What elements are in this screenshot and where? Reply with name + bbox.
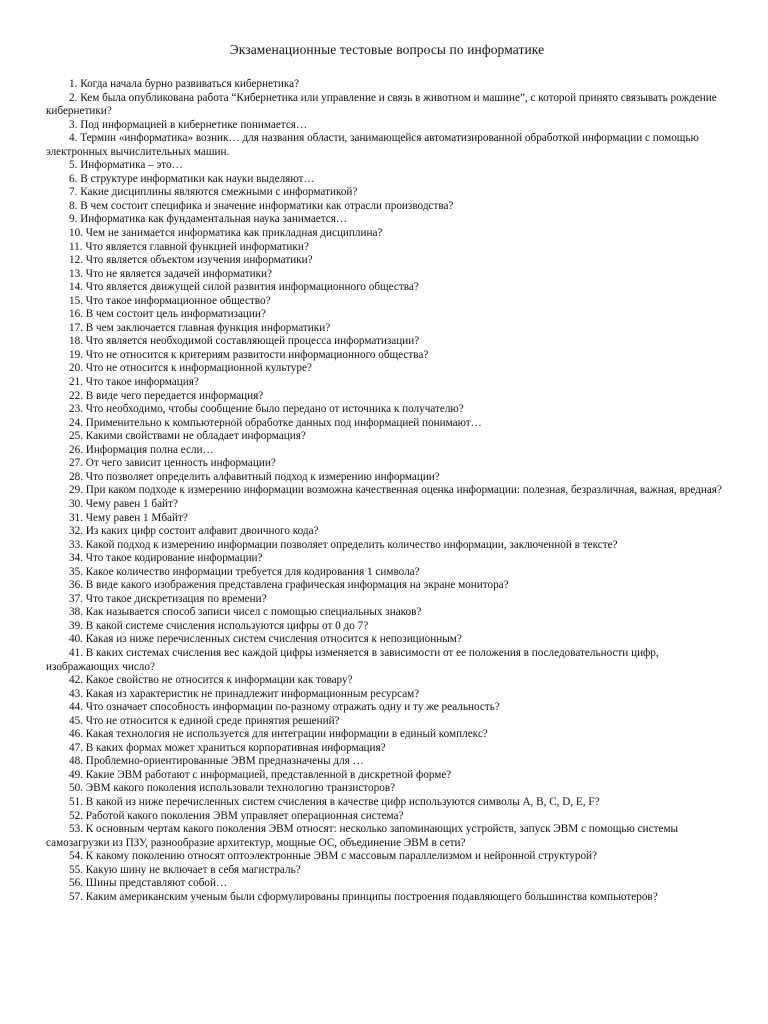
question-number: 57. [69,890,83,903]
question-text: Как называется способ записи чисел с помощью специальных знаков? [85,606,422,619]
question-item [46,728,728,742]
question-number: 20. [69,362,83,375]
question-number: 27. [69,457,83,470]
question-text: В виде какого изображения представлена графическая информация на экране монитора? [85,579,509,592]
question-text: Чему равен 1 байт? [85,497,178,510]
question-number: 6. [69,172,78,185]
question-number: 53. [69,823,83,836]
question-number: 18. [69,335,83,348]
question-item [46,647,728,674]
question-text: Когда начала бурно развиваться кибернетика? [80,78,300,90]
question-number: 8. [69,199,78,212]
question-item [46,471,728,485]
question-number: 52. [69,809,83,822]
question-item [46,823,728,850]
question-text: Чему равен 1 Мбайт? [85,511,188,524]
question-text: Шины представляют собой… [85,877,228,890]
question-text: Какую шину не включает в себя магистраль? [85,863,301,876]
question-item [46,891,728,905]
question-item [46,200,728,214]
question-item [46,796,728,810]
question-number: 34. [69,552,83,565]
question-item [46,484,728,498]
question-number: 35. [69,565,83,578]
question-text: Работой какого поколения ЭВМ управляет операционная система? [85,809,404,822]
question-number: 22. [69,389,83,402]
question-number: 10. [69,227,83,240]
question-text: Что является главной функцией информатики? [85,240,309,253]
question-text: К какому поколению относят оптоэлектронные ЭВМ с массовым параллелизмом и нейронной структурой? [85,850,597,863]
question-number: 29. [69,484,83,497]
question-item [46,403,728,417]
question-text: В чем заключается главная функция информатики? [85,321,331,334]
question-text: В какой из ниже перечисленных систем счисления в качестве цифр используются символы A, B, C, D, E, F? [85,795,600,808]
question-text: Что такое дискретизация по времени? [85,592,267,605]
question-item [46,688,728,702]
question-item [46,254,728,268]
question-number: 15. [69,294,83,307]
question-item [46,186,728,200]
question-number: 2. [69,91,78,104]
question-text: В чем состоит цель информатизации? [85,308,266,321]
question-number: 47. [69,741,83,754]
question-text: Чем не занимается информатика как прикладная дисциплина? [85,227,383,240]
question-number: 46. [69,728,83,741]
question-item [46,850,728,864]
question-text: К основным чертам какого поколения ЭВМ относят: несколько запоминающих устройств, запуск ЭВМ с помощью системы самозагрузки из ПЗУ, разнообразие архитектур, мощные ОС, объединение ЭВМ в сети? [46,823,679,849]
question-number: 48. [69,755,83,768]
question-item [46,349,728,363]
question-number: 36. [69,579,83,592]
question-text: Что является движущей силой развития информационного общества? [85,281,419,294]
question-number: 39. [69,619,83,632]
question-text: В каких формах может храниться корпоративная информация? [85,741,386,754]
question-item [46,457,728,471]
question-item [46,322,728,336]
question-number: 26. [69,443,83,456]
question-number: 38. [69,606,83,619]
question-item [46,362,728,376]
question-item [46,579,728,593]
question-text: В какой системе счисления используются цифры от 0 до 7? [85,619,369,632]
question-item [46,376,728,390]
question-item [46,268,728,282]
question-text: Применительно к компьютерной обработке данных под информацией понимают… [85,416,482,429]
question-item [46,308,728,322]
question-item [46,606,728,620]
question-text: Под информацией в кибернетике понимается… [80,118,308,131]
question-number: 42. [69,674,83,687]
question-item [46,539,728,553]
question-item [46,430,728,444]
question-item [46,92,728,119]
question-text: Какое количество информации требуется для кодирования 1 символа? [85,565,420,578]
question-text: Что является необходимой составляющей процесса информатизации? [85,335,420,348]
question-text: Какая из ниже перечисленных систем счисления относится к непозиционным? [85,633,462,646]
question-text: Что является объектом изучения информатики? [85,254,313,267]
question-item [46,782,728,796]
question-item [46,241,728,255]
question-number: 43. [69,687,83,700]
question-text: Какие ЭВМ работают с информацией, представленной в дискретной форме? [85,768,452,781]
question-number: 28. [69,470,83,483]
question-number: 30. [69,497,83,510]
question-text: Какие дисциплины являются смежными с информатикой? [80,186,358,199]
question-item [46,525,728,539]
question-item [46,701,728,715]
question-number: 33. [69,538,83,551]
question-item [46,227,728,241]
question-text: Что позволяет определить алфавитный подход к измерению информации? [85,470,440,483]
question-number: 23. [69,403,83,416]
question-number: 44. [69,701,83,714]
question-number: 17. [69,321,83,334]
question-item [46,552,728,566]
question-item [46,715,728,729]
question-number: 37. [69,592,83,605]
question-number: 11. [69,240,83,253]
question-text: Что такое информационное общество? [85,294,271,307]
question-item [46,444,728,458]
question-number: 16. [69,308,83,321]
question-text: В чем состоит специфика и значение информатики как отрасли производства? [80,199,454,212]
question-item [46,620,728,634]
question-number: 14. [69,281,83,294]
question-text: Кем была опубликована работа “Кибернетика или управление и связь в животном и машине”, с которой принято связывать рождение кибернетики? [46,91,717,118]
question-item [46,864,728,878]
question-text: Что не относится к информационной культуре? [85,362,312,375]
question-item [46,213,728,227]
question-number: 1. [69,78,78,90]
question-text: Что необходимо, чтобы сообщение было передано от источника к получателю? [85,403,464,416]
question-number: 7. [69,186,78,199]
question-item [46,417,728,431]
question-item [46,512,728,526]
question-item [46,119,728,133]
question-text: Информатика как фундаментальная наука занимается… [80,213,348,226]
question-number: 3. [69,118,78,131]
question-number: 24. [69,416,83,429]
question-text: Проблемно-ориентированные ЭВМ предназначены для … [85,755,364,768]
question-number: 21. [69,376,83,389]
question-number: 49. [69,768,83,781]
question-item [46,390,728,404]
question-number: 54. [69,850,83,863]
question-text: Что не является задачей информатики? [85,267,272,280]
question-item [46,633,728,647]
question-number: 41. [69,646,83,659]
question-item [46,566,728,580]
question-item [46,755,728,769]
question-text: Что означает способность информации по-разному отражать одну и ту же реальность? [85,701,500,714]
question-number: 19. [69,348,83,361]
question-number: 56. [69,877,83,890]
question-number: 45. [69,714,83,727]
question-text: Что такое информация? [85,376,199,389]
question-text: В каких системах счисления вес каждой цифры изменяется в зависимости от ее положения в последовательности цифр, изображающих число? [46,646,659,673]
question-number: 13. [69,267,83,280]
question-number: 55. [69,863,83,876]
question-number: 51. [69,795,83,808]
question-number: 9. [69,213,78,226]
question-item [46,498,728,512]
question-item [46,769,728,783]
question-number: 50. [69,782,83,795]
question-item [46,281,728,295]
question-text: Из каких цифр состоит алфавит двоичного кода? [85,525,319,538]
question-number: 5. [69,159,78,172]
question-number: 40. [69,633,83,646]
question-item [46,810,728,824]
question-text: Какая технология не используется для интеграции информации в единый комплекс? [85,728,488,741]
question-number: 31. [69,511,83,524]
question-text: Какой подход к измерению информации позволяет определить количество информации, заключенной в тексте? [85,538,618,551]
question-text: Какое свойство не относится к информации как товару? [85,674,353,687]
question-text: ЭВМ какого поколения использовали технологию транзисторов? [85,782,396,795]
question-text: При каком подходе к измерению информации возможна качественная оценка информации: полезная, безразличная, важная, вредная? [85,484,722,497]
question-text: Какая из характеристик не принадлежит информационным ресурсам? [85,687,420,700]
question-text: Каким американским ученым были сформулированы принципы построения подавляющего большинства компьютеров? [85,890,658,903]
question-item [46,593,728,607]
question-number: 25. [69,430,83,443]
question-number: 4. [69,132,78,145]
question-list [46,78,728,904]
question-text: Информатика – это… [80,159,183,172]
question-text: Какими свойствами не обладает информация? [85,430,306,443]
question-text: Что не относится к единой среде принятия решений? [85,714,340,727]
question-item [46,159,728,173]
question-text: В структуре информатики как науки выделяют… [80,172,315,185]
question-text: Термин «информатика» возник… для названия области, занимающейся автоматизированной обработкой информации с помощью электронных вычислительных машин. [46,132,699,158]
question-item [46,78,728,92]
question-text: В виде чего передается информация? [85,389,264,402]
question-item [46,335,728,349]
question-number: 12. [69,254,83,267]
question-item [46,295,728,309]
question-text: От чего зависит ценность информации? [85,457,276,470]
question-item [46,877,728,891]
question-item [46,742,728,756]
question-text: Информация полна если… [85,443,214,456]
question-item [46,674,728,688]
question-text: Что такое кодирование информации? [85,552,263,565]
question-item [46,132,728,159]
document-title: Экзаменационные тестовые вопросы по информатике [229,42,545,57]
question-text: Что не относится к критериям развитости информационного общества? [85,348,429,361]
question-number: 32. [69,525,83,538]
question-item [46,173,728,187]
